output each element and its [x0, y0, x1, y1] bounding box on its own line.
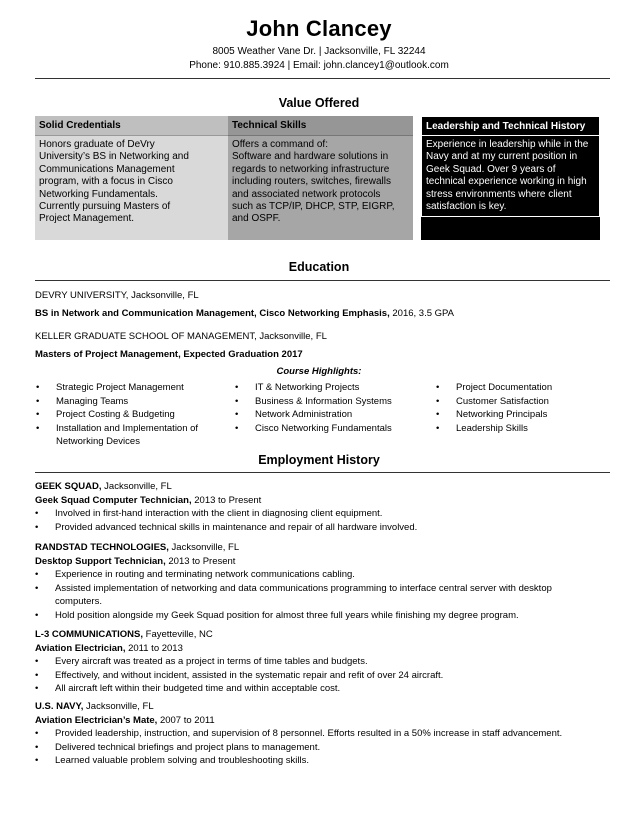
list-item: • Network Administration: [235, 408, 430, 422]
value-col-credentials: [35, 116, 228, 240]
list-item-continuation: [35, 595, 600, 609]
value-offered-table: [35, 116, 600, 240]
list-item: • Leadership Skills: [436, 422, 606, 436]
text-line: including routers, switches, firewalls: [232, 176, 391, 188]
degree-bs-details: 2016, 3.5 GPA: [389, 308, 454, 319]
text-line: Navy and at my current position in: [426, 151, 578, 163]
company-name: U.S. NAVY,: [35, 701, 84, 712]
school-keller: KELLER GRADUATE SCHOOL OF MANAGEMENT, Jacksonville, FL: [35, 331, 327, 342]
value-col-body: [421, 136, 600, 217]
course-highlights-title: Course Highlights:: [276, 366, 362, 377]
job-title-text: Geek Squad Computer Technician,: [35, 494, 192, 506]
section-title-education: Education: [288, 260, 350, 274]
text-line: technical experience working in high: [426, 176, 587, 188]
job-company: [35, 700, 600, 714]
list-item: • Strategic Project Management: [36, 381, 226, 395]
list-item: • Hold position alongside my Geek Squad position for almost three full years while finishing my degree program.: [35, 609, 600, 623]
text-line: Geek Squad. Over 9 years of: [426, 163, 556, 175]
list-item: • Assisted implementation of networking and data communications programming to interface central server with desktop: [35, 582, 600, 596]
text-line: Project Management.: [39, 213, 135, 225]
job-randstad: [35, 541, 600, 623]
list-item: • All aircraft left within their budgeted time and within acceptable cost.: [35, 682, 600, 696]
job-title-text: Desktop Support Technician,: [35, 555, 166, 567]
section-title-employment: Employment History: [258, 453, 380, 467]
job-geek-squad: [35, 480, 600, 534]
text-line: such as TCP/IP, DHCP, STP, EIGRP,: [232, 201, 395, 213]
text-line: and OSPF.: [232, 213, 281, 225]
section-title-value-offered: Value Offered: [278, 96, 360, 110]
job-title: [35, 642, 600, 656]
list-item-continuation: Networking Devices: [56, 436, 140, 447]
job-dates: 2007 to 2011: [157, 714, 215, 726]
text-line: Offers a command of:: [232, 139, 328, 150]
list-item: • Networking Principals: [436, 408, 606, 422]
job-bullets: [35, 655, 600, 696]
resume-name: John Clancey: [246, 16, 392, 41]
list-item: • Business & Information Systems: [235, 395, 430, 409]
company-location: Fayetteville, NC: [143, 629, 213, 640]
text-line: Experience in leadership while in the: [426, 139, 589, 150]
text-line: and associated network protocols: [232, 188, 381, 200]
list-item: • Delivered technical briefings and project plans to management.: [35, 741, 600, 755]
value-col-heading: Leadership and Technical History: [421, 116, 600, 136]
job-bullets: [35, 568, 600, 622]
job-company: [35, 628, 600, 642]
job-title: [35, 714, 600, 728]
text-line: Software and hardware solutions in: [232, 151, 389, 163]
company-location: Jacksonville, FL: [101, 481, 172, 492]
continuation-text: computers.: [55, 596, 102, 608]
school-devry: DEVRY UNIVERSITY, Jacksonville, FL: [35, 290, 199, 301]
list-item: • Provided leadership, instruction, and supervision of 8 personnel. Efforts resulted in a 50% increase in staff advancement.: [35, 727, 600, 741]
list-item: • Learned valuable problem solving and troubleshooting skills.: [35, 754, 600, 768]
job-dates: 2013 to Present: [191, 494, 262, 506]
degree-bs-title: BS in Network and Communication Management, Cisco Networking Emphasis,: [35, 308, 390, 319]
job-bullets: [35, 507, 600, 534]
list-item: • Effectively, and without incident, assisted in the systematic repair and refit of over 24 aircraft.: [35, 669, 600, 683]
job-title-text: Aviation Electrician,: [35, 642, 126, 654]
divider: [35, 280, 610, 281]
company-name: RANDSTAD TECHNOLOGIES,: [35, 542, 169, 553]
company-name: GEEK SQUAD,: [35, 481, 102, 492]
text-line: program, with a focus in Cisco: [39, 176, 173, 188]
value-col-heading: Technical Skills: [228, 116, 413, 136]
text-line: Honors graduate of DeVry: [39, 139, 155, 150]
job-dates: 2011 to 2013: [125, 642, 183, 654]
list-item: • Cisco Networking Fundamentals: [235, 422, 430, 436]
value-col-body: [228, 136, 413, 229]
list-item: • Installation and Implementation of: [36, 422, 226, 436]
job-dates: 2013 to Present: [165, 555, 236, 567]
list-item: • Project Documentation: [436, 381, 606, 395]
value-col-leadership: [421, 116, 600, 240]
company-name: L-3 COMMUNICATIONS,: [35, 629, 144, 640]
course-highlights-col3: [436, 381, 606, 435]
job-company: [35, 480, 600, 494]
text-line: regards to networking infrastructure: [232, 163, 390, 175]
value-col-body: [35, 136, 228, 229]
text-line: satisfaction is key.: [426, 201, 507, 213]
divider: [35, 472, 610, 473]
degree-bs: [35, 308, 454, 319]
job-title-text: Aviation Electrician’s Mate,: [35, 714, 158, 726]
divider: [35, 78, 610, 79]
job-company: [35, 541, 600, 555]
job-l3-communications: [35, 628, 600, 696]
list-item: • Managing Teams: [36, 395, 226, 409]
course-highlights-col2: [235, 381, 430, 435]
list-item: • Involved in first-hand interaction with the client in diagnosing client equipment.: [35, 507, 600, 521]
text-line: Communications Management: [39, 163, 175, 175]
value-col-technical-skills: [228, 116, 413, 240]
list-item: • IT & Networking Projects: [235, 381, 430, 395]
list-item: • Provided advanced technical skills in maintenance and repair of all hardware involved.: [35, 521, 600, 535]
company-location: Jacksonville, FL: [168, 542, 240, 553]
course-highlights-col1: [36, 381, 226, 449]
list-item: • Project Costing & Budgeting: [36, 408, 226, 422]
degree-masters: Masters of Project Management, Expected Graduation 2017: [35, 349, 303, 360]
contact-line: Phone: 910.885.3924 | Email: john.clancey1@outlook.com: [189, 60, 449, 71]
job-us-navy: [35, 700, 600, 768]
list-item: • Customer Satisfaction: [436, 395, 606, 409]
list-item: • Experience in routing and terminating network communications cabling.: [35, 568, 600, 582]
job-bullets: [35, 727, 600, 768]
job-title: [35, 494, 600, 508]
list-item: • Every aircraft was treated as a project in terms of time tables and budgets.: [35, 655, 600, 669]
text-line: Networking Fundamentals.: [39, 188, 158, 200]
address-line: 8005 Weather Vane Dr. | Jacksonville, FL 32244: [212, 46, 426, 57]
job-title: [35, 555, 600, 569]
text-line: Currently pursuing Masters of: [39, 201, 171, 213]
company-location: Jacksonville, FL: [83, 701, 154, 712]
value-col-heading: Solid Credentials: [35, 116, 228, 136]
text-line: University’s BS in Networking and: [39, 151, 189, 163]
text-line: stress environments where client: [426, 188, 572, 200]
